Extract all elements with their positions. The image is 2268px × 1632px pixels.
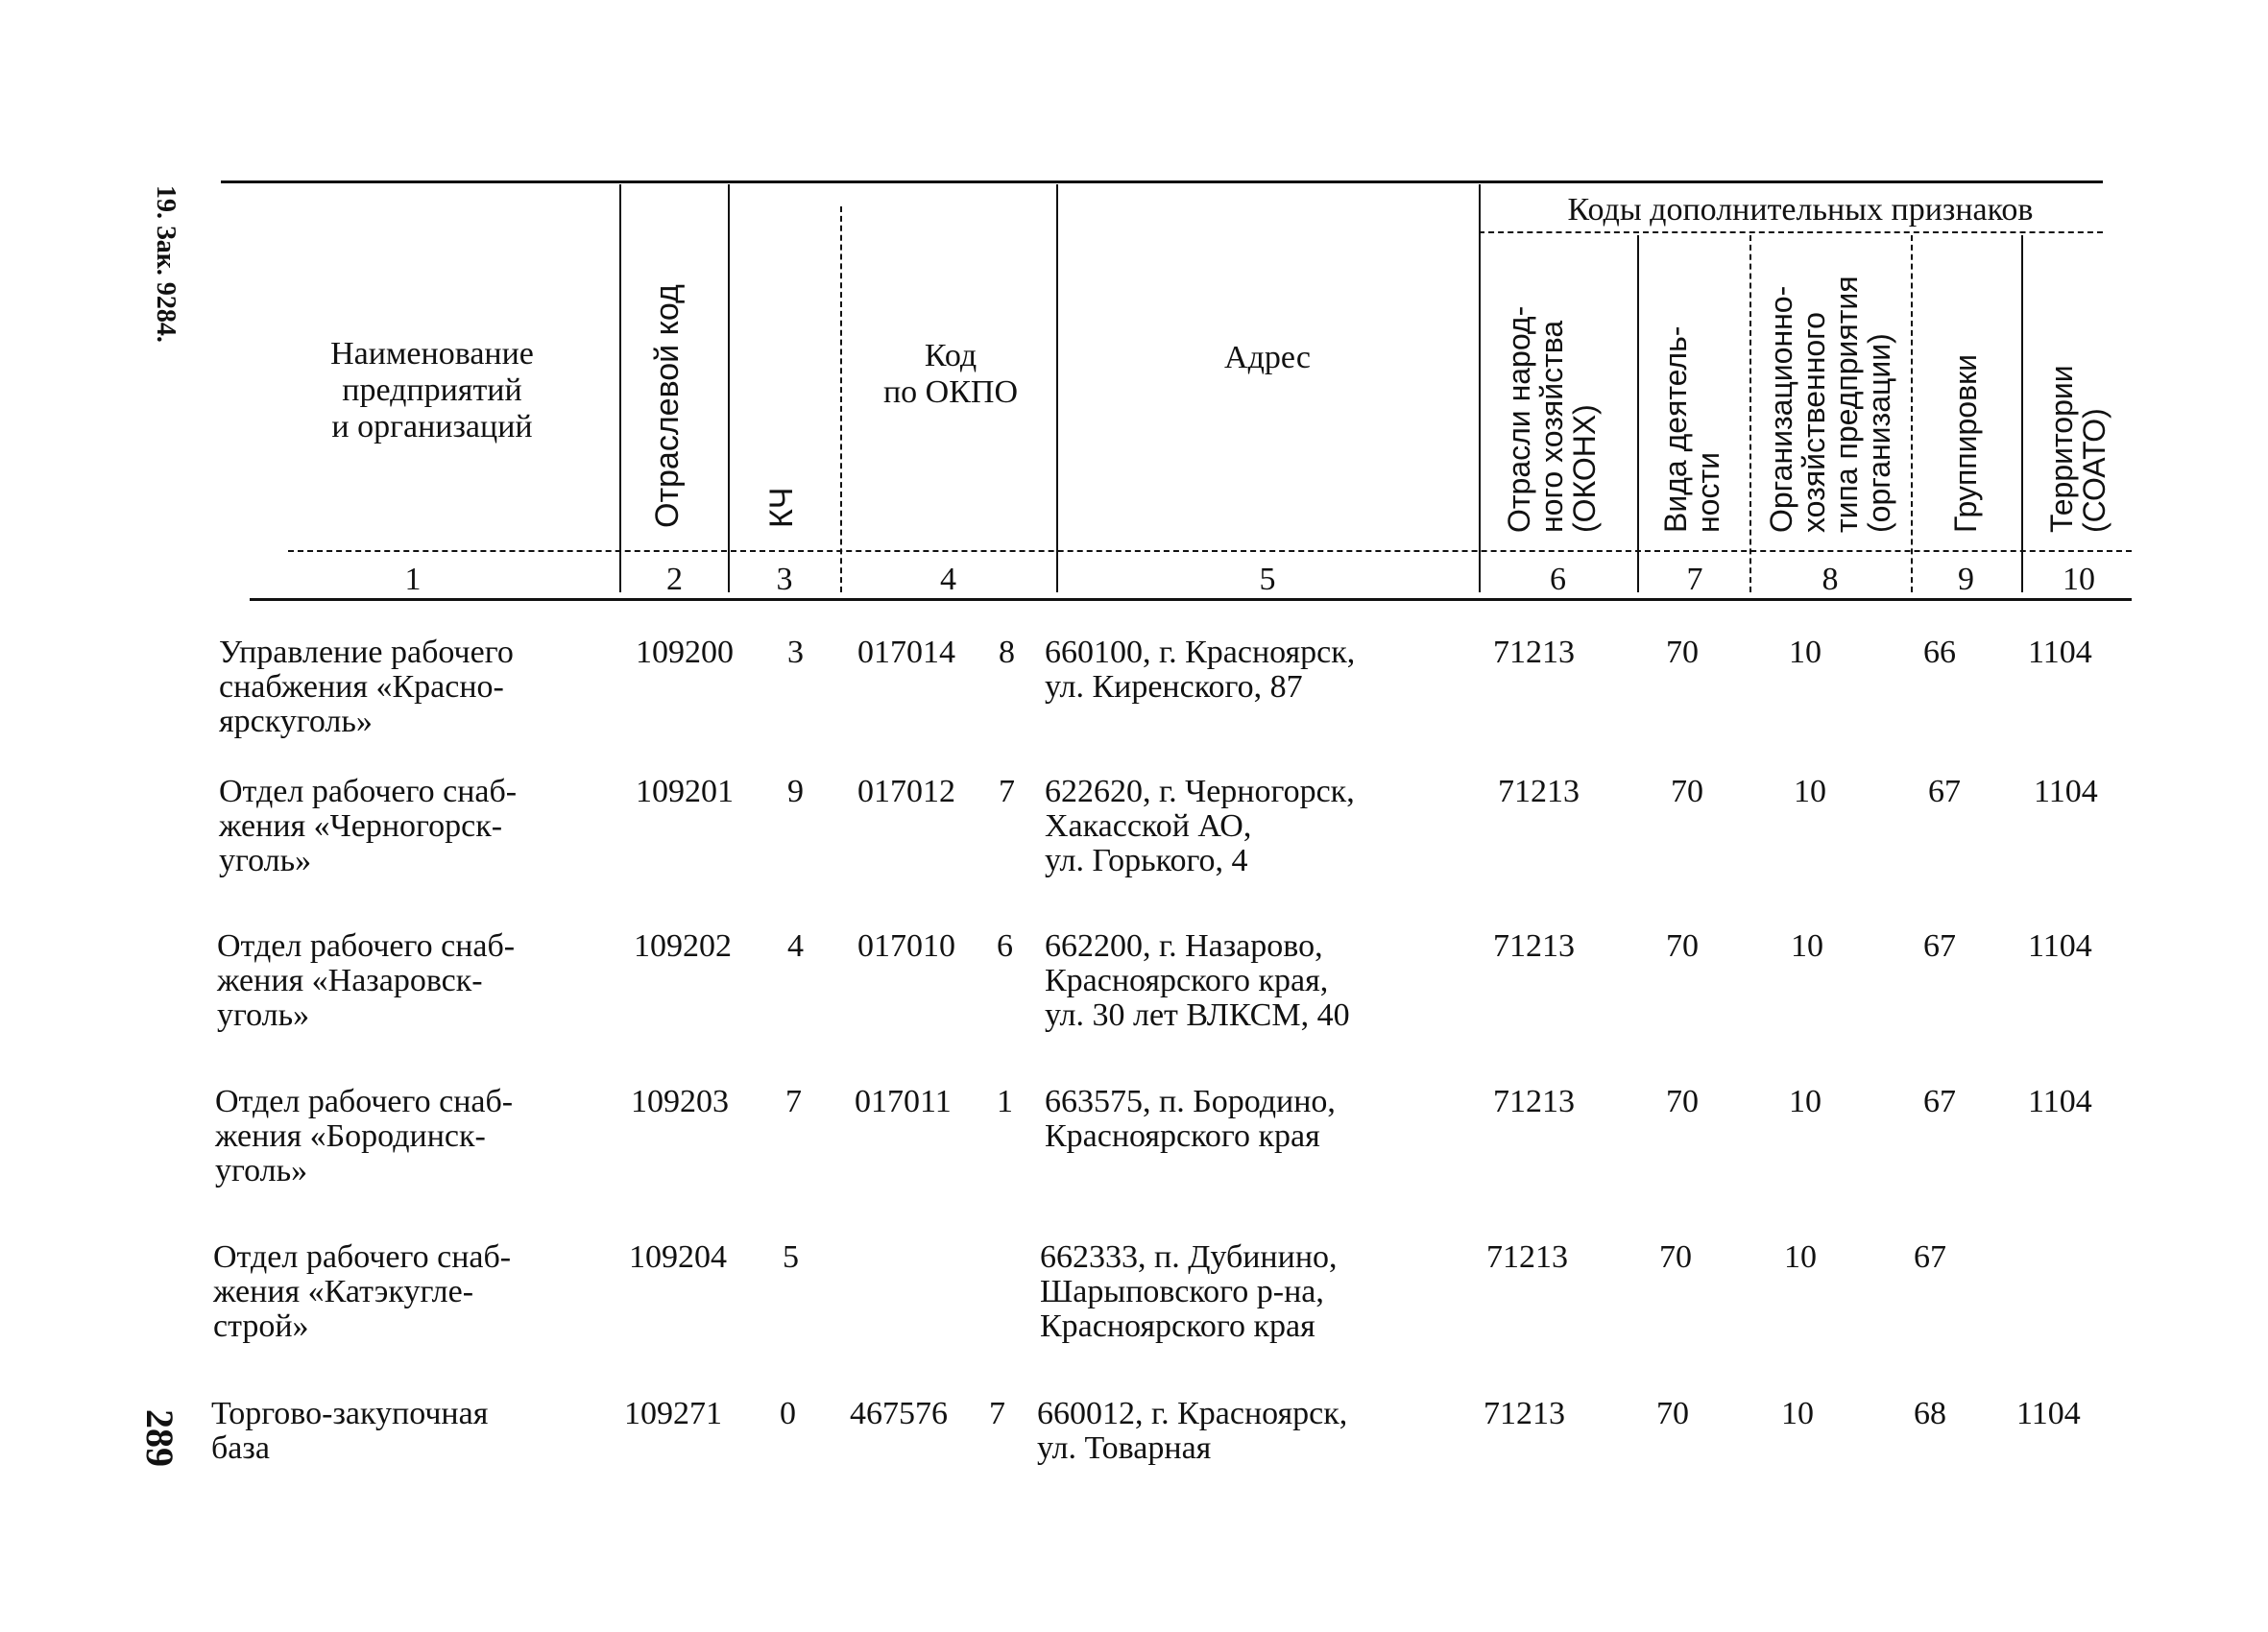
- col-num-9: 9: [1958, 562, 1974, 597]
- org-name: Отдел рабочего снаб- жения «Катэкугле- строй»: [213, 1239, 512, 1344]
- org-name: Отдел рабочего снаб- жения «Черногорск- уголь»: [219, 774, 518, 878]
- sep-9-10: [2021, 235, 2023, 592]
- activity: 70: [1666, 635, 1699, 670]
- org-name: Торгово-закупочная база: [211, 1396, 489, 1466]
- col8-header: Организационно- хозяйственного типа предприятия (организации): [1764, 276, 1896, 533]
- soato: 1104: [2034, 774, 2098, 809]
- okpo-check: 6: [997, 928, 1013, 964]
- col4-header: Код по ОКПО: [882, 338, 1019, 410]
- activity: 70: [1671, 774, 1703, 809]
- grouping: 67: [1923, 928, 1956, 964]
- okpo-code: 017010: [857, 928, 955, 964]
- activity: 70: [1659, 1239, 1692, 1275]
- col-num-4: 4: [940, 562, 956, 597]
- col1-header: Наименование предприятий и организаций: [330, 336, 534, 444]
- okpo-check: 7: [989, 1396, 1005, 1431]
- col3-header: КЧ: [763, 487, 800, 528]
- okpo-code: 017014: [857, 635, 955, 670]
- okonh: 71213: [1486, 1239, 1568, 1275]
- col-num-3: 3: [776, 562, 793, 597]
- sep-5-6: [1479, 184, 1481, 592]
- okonh: 71213: [1493, 928, 1575, 964]
- table-row: [0, 1397, 2268, 1541]
- sep-6-7: [1637, 235, 1639, 592]
- address: 662333, п. Дубинино, Шарыповского р-на, Красноярского края: [1040, 1239, 1338, 1344]
- col10-header: Территории (СОАТО): [2044, 365, 2111, 533]
- address: 663575, п. Бородино, Красноярского края: [1045, 1084, 1336, 1154]
- okonh: 71213: [1498, 774, 1580, 809]
- grouping: 66: [1923, 635, 1956, 670]
- sep-8-9: [1911, 235, 1913, 592]
- col-num-8: 8: [1822, 562, 1839, 597]
- soato: 1104: [2028, 635, 2092, 670]
- okonh: 71213: [1493, 1084, 1575, 1119]
- grouping: 67: [1914, 1239, 1946, 1275]
- sep-4-5: [1056, 184, 1058, 592]
- branch-code: 109200: [636, 635, 734, 670]
- branch-code: 109204: [629, 1239, 727, 1275]
- org-type: 10: [1791, 928, 1823, 964]
- activity: 70: [1666, 1084, 1699, 1119]
- soato: 1104: [2028, 1084, 2092, 1119]
- activity: 70: [1656, 1396, 1689, 1431]
- branch-code: 109271: [624, 1396, 722, 1431]
- sep-1-2: [619, 184, 621, 592]
- org-type: 10: [1789, 635, 1822, 670]
- okpo-check: 8: [999, 635, 1015, 670]
- okonh: 71213: [1484, 1396, 1565, 1431]
- col-num-2: 2: [666, 562, 683, 597]
- col7-header: Вида деятель- ности: [1658, 325, 1725, 533]
- org-name: Отдел рабочего снаб- жения «Назаровск- уголь»: [217, 928, 516, 1033]
- col6-header: Отрасли народ- ного хозяйства (ОКОНХ): [1502, 305, 1602, 533]
- okpo-check: 1: [997, 1084, 1013, 1119]
- header-top-rule: [221, 180, 2103, 183]
- page-number: 289: [138, 1409, 181, 1467]
- okpo-code: 017011: [855, 1084, 952, 1119]
- grouping: 68: [1914, 1396, 1946, 1431]
- col-num-1: 1: [404, 562, 422, 597]
- grouping: 67: [1923, 1084, 1956, 1119]
- grouping: 67: [1928, 774, 1961, 809]
- kch: 0: [780, 1396, 796, 1431]
- col9-header: Группировки: [1948, 354, 1983, 533]
- kch: 4: [787, 928, 804, 964]
- table-row: [0, 929, 2268, 1073]
- address: 660012, г. Красноярск, ул. Товарная: [1037, 1396, 1348, 1466]
- group-rule: [1479, 231, 2103, 233]
- activity: 70: [1666, 928, 1699, 964]
- kch: 9: [787, 774, 804, 809]
- kch: 7: [785, 1084, 802, 1119]
- org-type: 10: [1784, 1239, 1817, 1275]
- table-row: [0, 1085, 2268, 1229]
- org-name: Управление рабочего снабжения «Красно- ярскуголь»: [219, 635, 514, 739]
- address: 662200, г. Назарово, Красноярского края, ул. 30 лет ВЛКСМ, 40: [1045, 928, 1350, 1033]
- kch: 3: [787, 635, 804, 670]
- address: 660100, г. Красноярск, ул. Киренского, 87: [1045, 635, 1356, 705]
- col5-header: Адрес: [1224, 340, 1311, 375]
- okpo-code: 467576: [850, 1396, 948, 1431]
- table-row: [0, 1240, 2268, 1384]
- sep-3-4: [840, 206, 842, 592]
- okpo-code: 017012: [857, 774, 955, 809]
- sep-7-8: [1749, 235, 1751, 592]
- branch-code: 109202: [634, 928, 732, 964]
- soato: 1104: [2016, 1396, 2081, 1431]
- col2-header: Отраслевой код: [649, 284, 686, 528]
- number-row-rule: [250, 598, 2132, 601]
- branch-code: 109201: [636, 774, 734, 809]
- col-num-6: 6: [1550, 562, 1566, 597]
- okpo-check: 7: [999, 774, 1015, 809]
- org-name: Отдел рабочего снаб- жения «Бородинск- уголь»: [215, 1084, 514, 1188]
- group-header: Коды дополнительных признаков: [1567, 192, 2034, 228]
- kch: 5: [783, 1239, 799, 1275]
- soato: 1104: [2028, 928, 2092, 964]
- table-row: [0, 636, 2268, 780]
- col-num-7: 7: [1686, 562, 1703, 597]
- col-num-10: 10: [2063, 562, 2095, 597]
- org-type: 10: [1781, 1396, 1814, 1431]
- branch-code: 109203: [631, 1084, 729, 1119]
- address: 622620, г. Черногорск, Хакасской АО, ул. Горького, 4: [1045, 774, 1355, 878]
- table-row: [0, 775, 2268, 919]
- zak-note: 19. Зак. 9284.: [151, 185, 181, 343]
- org-type: 10: [1789, 1084, 1822, 1119]
- org-type: 10: [1794, 774, 1826, 809]
- col-num-5: 5: [1259, 562, 1276, 597]
- okonh: 71213: [1493, 635, 1575, 670]
- sep-2-3: [728, 184, 730, 592]
- header-bottom-rule: [288, 550, 2132, 552]
